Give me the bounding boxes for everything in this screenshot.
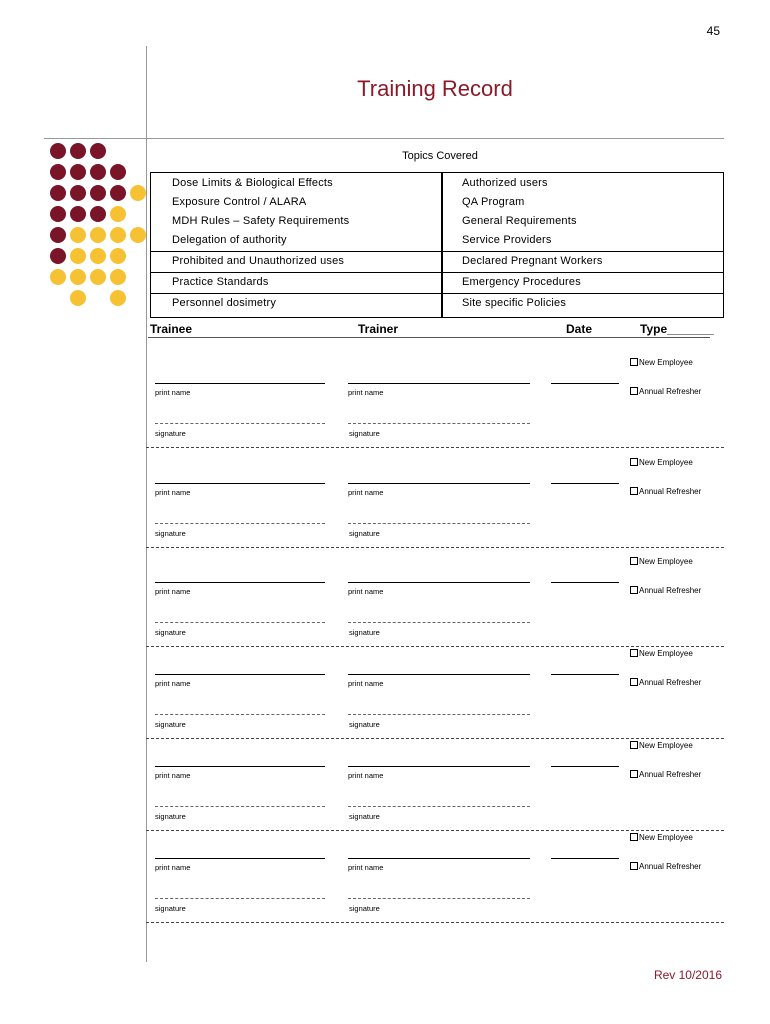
date-line[interactable] <box>551 383 619 384</box>
topic-item: QA Program <box>462 196 525 208</box>
trainer-signature-label: signature <box>349 529 380 538</box>
trainer-print-name-line[interactable] <box>348 383 530 384</box>
decorative-dot <box>90 248 106 264</box>
header-rule <box>44 138 724 139</box>
trainee-print-name-line[interactable] <box>155 858 325 859</box>
page-number: 45 <box>706 24 720 38</box>
trainee-signature-label: signature <box>155 812 186 821</box>
topic-item: Practice Standards <box>172 276 269 288</box>
decorative-dot <box>70 164 86 180</box>
trainee-signature-line[interactable] <box>155 714 325 715</box>
decorative-dot <box>70 206 86 222</box>
checkbox-label: Annual Refresher <box>639 678 702 687</box>
checkbox-label: New Employee <box>639 557 693 566</box>
checkbox-icon[interactable] <box>630 387 638 395</box>
decorative-dot <box>110 227 126 243</box>
topic-item: Exposure Control / ALARA <box>172 196 307 208</box>
topic-item: Dose Limits & Biological Effects <box>172 177 333 189</box>
record-separator <box>146 922 724 923</box>
checkbox-icon[interactable] <box>630 358 638 366</box>
trainer-print-name-line[interactable] <box>348 858 530 859</box>
column-trainee: Trainee <box>150 322 193 336</box>
trainee-signature-line[interactable] <box>155 806 325 807</box>
trainer-signature-label: signature <box>349 628 380 637</box>
trainer-print-name-label: print name <box>348 488 384 497</box>
decorative-dot <box>90 206 106 222</box>
decorative-dot <box>110 248 126 264</box>
decorative-dots-logo <box>46 140 146 320</box>
new-employee-checkbox[interactable] <box>630 557 693 566</box>
topics-table <box>150 172 724 318</box>
trainee-signature-line[interactable] <box>155 523 325 524</box>
trainee-print-name-line[interactable] <box>155 766 325 767</box>
annual-refresher-checkbox[interactable] <box>630 678 701 687</box>
annual-refresher-checkbox[interactable] <box>630 487 701 496</box>
topic-item: Declared Pregnant Workers <box>462 255 603 267</box>
topics-row-divider <box>151 251 723 252</box>
topic-item: Authorized users <box>462 177 548 189</box>
trainee-print-name-label: print name <box>155 679 191 688</box>
trainer-print-name-line[interactable] <box>348 766 530 767</box>
trainee-print-name-line[interactable] <box>155 483 325 484</box>
date-line[interactable] <box>551 858 619 859</box>
trainee-signature-line[interactable] <box>155 423 325 424</box>
checkbox-icon[interactable] <box>630 741 638 749</box>
decorative-dot <box>130 227 146 243</box>
trainee-print-name-line[interactable] <box>155 582 325 583</box>
topic-item: Delegation of authority <box>172 234 287 246</box>
decorative-dot <box>130 185 146 201</box>
record-separator <box>146 447 724 448</box>
trainer-signature-label: signature <box>349 904 380 913</box>
decorative-dot <box>90 269 106 285</box>
trainer-print-name-label: print name <box>348 863 384 872</box>
trainee-signature-label: signature <box>155 529 186 538</box>
decorative-dot <box>50 248 66 264</box>
trainer-signature-label: signature <box>349 812 380 821</box>
trainee-print-name-label: print name <box>155 587 191 596</box>
annual-refresher-checkbox[interactable] <box>630 586 701 595</box>
topic-item: Emergency Procedures <box>462 276 581 288</box>
decorative-dot <box>70 143 86 159</box>
column-type: Type_______ <box>640 322 714 336</box>
trainee-signature-label: signature <box>155 628 186 637</box>
trainer-print-name-label: print name <box>348 679 384 688</box>
date-line[interactable] <box>551 674 619 675</box>
record-separator <box>146 646 724 647</box>
decorative-dot <box>50 227 66 243</box>
column-header-rule <box>148 337 710 338</box>
checkbox-icon[interactable] <box>630 487 638 495</box>
topic-item: Personnel dosimetry <box>172 297 277 309</box>
checkbox-icon[interactable] <box>630 586 638 594</box>
annual-refresher-checkbox[interactable] <box>630 387 701 396</box>
new-employee-checkbox[interactable] <box>630 741 693 750</box>
trainer-print-name-line[interactable] <box>348 674 530 675</box>
annual-refresher-checkbox[interactable] <box>630 770 701 779</box>
decorative-dot <box>110 206 126 222</box>
column-date: Date <box>566 322 593 336</box>
vertical-rule <box>146 46 147 962</box>
new-employee-checkbox[interactable] <box>630 358 693 367</box>
trainer-print-name-line[interactable] <box>348 582 530 583</box>
topic-item: General Requirements <box>462 215 577 227</box>
checkbox-label: New Employee <box>639 649 693 658</box>
trainee-signature-label: signature <box>155 904 186 913</box>
decorative-dot <box>90 164 106 180</box>
trainee-signature-label: signature <box>155 720 186 729</box>
decorative-dot <box>110 269 126 285</box>
new-employee-checkbox[interactable] <box>630 458 693 467</box>
trainer-signature-line[interactable] <box>348 898 530 899</box>
trainee-print-name-label: print name <box>155 488 191 497</box>
decorative-dot <box>70 185 86 201</box>
date-line[interactable] <box>551 483 619 484</box>
checkbox-icon[interactable] <box>630 557 638 565</box>
checkbox-icon[interactable] <box>630 770 638 778</box>
trainer-signature-line[interactable] <box>348 806 530 807</box>
annual-refresher-checkbox[interactable] <box>630 862 701 871</box>
topics-column-divider <box>441 173 443 317</box>
checkbox-icon[interactable] <box>630 458 638 466</box>
date-line[interactable] <box>551 766 619 767</box>
decorative-dot <box>90 227 106 243</box>
page-title: Training Record <box>357 76 513 101</box>
trainee-signature-line[interactable] <box>155 898 325 899</box>
record-separator <box>146 547 724 548</box>
trainer-signature-line[interactable] <box>348 423 530 424</box>
decorative-dot <box>50 185 66 201</box>
trainer-signature-line[interactable] <box>348 622 530 623</box>
trainee-print-name-line[interactable] <box>155 674 325 675</box>
decorative-dot <box>110 185 126 201</box>
checkbox-label: Annual Refresher <box>639 586 702 595</box>
topics-row-divider <box>151 293 723 294</box>
checkbox-label: Annual Refresher <box>639 487 702 496</box>
checkbox-icon[interactable] <box>630 649 638 657</box>
new-employee-checkbox[interactable] <box>630 649 693 658</box>
date-line[interactable] <box>551 582 619 583</box>
topic-item: Service Providers <box>462 234 552 246</box>
checkbox-icon[interactable] <box>630 833 638 841</box>
topic-item: Site specific Policies <box>462 297 567 309</box>
topics-row-divider <box>151 272 723 273</box>
topic-item: MDH Rules – Safety Requirements <box>172 215 350 227</box>
checkbox-label: Annual Refresher <box>639 387 702 396</box>
trainee-print-name-line[interactable] <box>155 383 325 384</box>
checkbox-icon[interactable] <box>630 862 638 870</box>
trainee-print-name-label: print name <box>155 388 191 397</box>
trainee-signature-label: signature <box>155 429 186 438</box>
revision-label: Rev 10/2016 <box>653 968 722 982</box>
checkbox-label: New Employee <box>639 741 693 750</box>
trainer-signature-line[interactable] <box>348 523 530 524</box>
decorative-dot <box>50 206 66 222</box>
trainer-signature-label: signature <box>349 429 380 438</box>
decorative-dot <box>70 290 86 306</box>
checkbox-label: New Employee <box>639 458 693 467</box>
trainer-print-name-label: print name <box>348 587 384 596</box>
record-separator <box>146 738 724 739</box>
topics-heading: Topics Covered <box>402 150 478 162</box>
decorative-dot <box>50 143 66 159</box>
trainee-print-name-label: print name <box>155 771 191 780</box>
decorative-dot <box>50 164 66 180</box>
decorative-dot <box>90 185 106 201</box>
decorative-dot <box>90 143 106 159</box>
checkbox-icon[interactable] <box>630 678 638 686</box>
column-trainer: Trainer <box>358 322 399 336</box>
decorative-dot <box>110 164 126 180</box>
checkbox-label: New Employee <box>639 358 693 367</box>
decorative-dot <box>70 269 86 285</box>
checkbox-label: New Employee <box>639 833 693 842</box>
decorative-dot <box>70 227 86 243</box>
trainer-print-name-label: print name <box>348 771 384 780</box>
new-employee-checkbox[interactable] <box>630 833 693 842</box>
trainer-print-name-line[interactable] <box>348 483 530 484</box>
trainee-signature-line[interactable] <box>155 622 325 623</box>
checkbox-label: Annual Refresher <box>639 770 702 779</box>
decorative-dot <box>70 248 86 264</box>
trainee-print-name-label: print name <box>155 863 191 872</box>
checkbox-label: Annual Refresher <box>639 862 702 871</box>
decorative-dot <box>50 269 66 285</box>
record-separator <box>146 830 724 831</box>
topic-item: Prohibited and Unauthorized uses <box>172 255 345 267</box>
trainer-signature-label: signature <box>349 720 380 729</box>
trainer-print-name-label: print name <box>348 388 384 397</box>
trainer-signature-line[interactable] <box>348 714 530 715</box>
decorative-dot <box>110 290 126 306</box>
